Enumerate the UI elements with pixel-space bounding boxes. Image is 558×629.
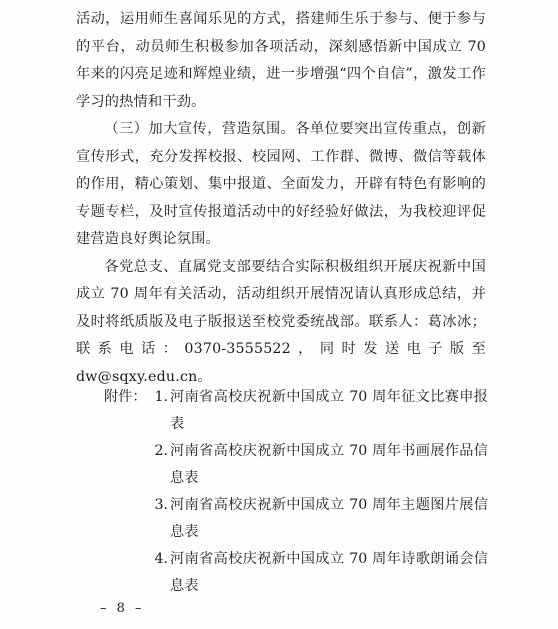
attachments-list [148, 384, 488, 600]
attachment-item [148, 492, 488, 546]
page-number: – 8 – [100, 601, 145, 616]
attachment-number: 4. [154, 551, 168, 567]
attachment-item [148, 546, 488, 600]
attachment-title: 河南省高校庆祝新中国成立 70 周年征文比赛申报表 [170, 389, 488, 432]
attachment-number: 3. [154, 497, 168, 513]
attachment-item [148, 438, 488, 492]
paragraph-activities: 活动，运用师生喜闻乐见的方式，搭建师生乐于参与、便于参与的平台，动员师生积极参加各项活动，深刻感悟新中国成立 70 年来的闪亮足迹和辉煌业绩，进一步增强“四个自信”，激发工作学习的热情和干劲。 [76, 11, 486, 110]
attachment-title: 河南省高校庆祝新中国成立 70 周年书画展作品信息表 [170, 443, 488, 486]
attachment-title: 河南省高校庆祝新中国成立 70 周年主题图片展信息表 [170, 497, 488, 540]
attachments-label: 附件： [104, 389, 147, 405]
attachment-number: 1. [154, 389, 168, 405]
paragraph-contact: 各党总支、直属党支部要结合实际积极组织开展庆祝新中国成立 70 周年有关活动，活动组织开展情况请认真形成总结，并及时将纸质版及电子版报送至校党委统战部。联系人：葛冰冰；联系电话：0370-3555522，同时发送电子版至 dw@sqxy.edu.cn。 [76, 258, 486, 385]
attachment-title: 河南省高校庆祝新中国成立 70 周年诗歌朗诵会信息表 [170, 551, 488, 594]
document-body [76, 6, 486, 391]
paragraph-publicity: （三）加大宣传，营造氛围。各单位要突出宣传重点，创新宣传形式，充分发挥校报、校园网、工作群、微博、微信等载体的作用，精心策划、集中报道、全面发力，开辟有特色有影响的专题专栏，及时宣传报道活动中的好经验好做法，为我校迎评促建营造良好舆论氛围。 [76, 121, 486, 247]
attachment-item [148, 384, 488, 438]
attachments-block [104, 384, 488, 600]
attachments-section [104, 384, 488, 600]
attachment-number: 2. [154, 443, 168, 459]
